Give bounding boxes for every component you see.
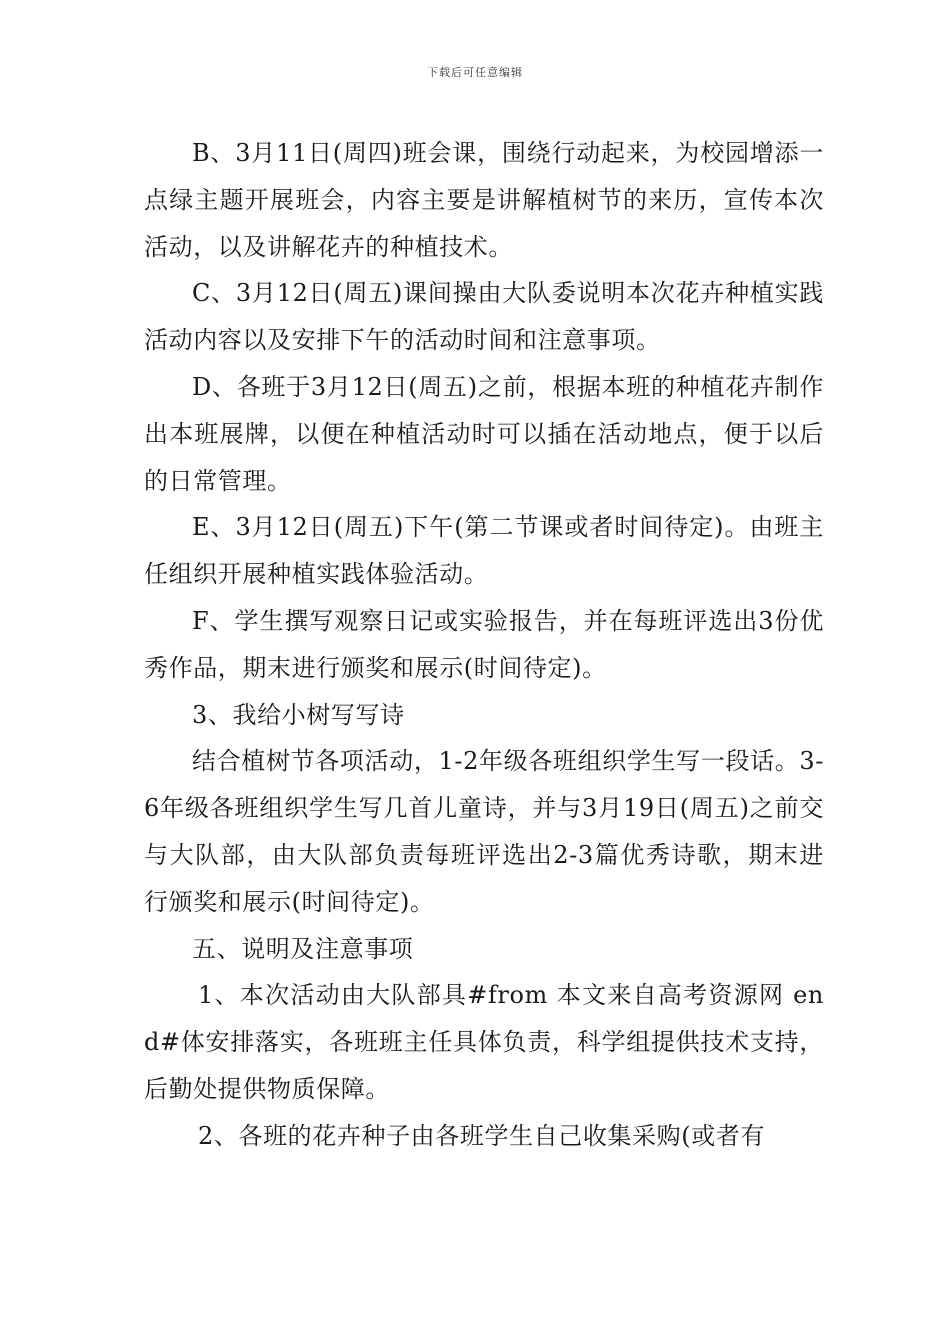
paragraph-note-1: 1、本次活动由大队部具#from 本文来自高考资源网 end#体安排落实，各班班主任具体负责，科学组提供技术支持，后勤处提供物质保障。	[144, 981, 824, 1103]
paragraph-b-class-meeting: B、3月11日(周四)班会课，围绕行动起来，为校园增添一点绿主题开展班会，内容主要是讲解植树节的来历，宣传本次活动，以及讲解花卉的种植技术。	[144, 139, 824, 261]
paragraph-note-2: 2、各班的花卉种子由各班学生自己收集采购(或者有	[198, 1121, 766, 1150]
paragraph-d-class-sign: D、各班于3月12日(周五)之前，根据本班的种植花卉制作出本班展牌，以便在种植活动时可以插在活动地点，便于以后的日常管理。	[144, 372, 824, 495]
paragraph-f-observation-diary: F、学生撰写观察日记或实验报告，并在每班评选出3份优秀作品，期末进行颁奖和展示(时间待定)。	[144, 606, 824, 682]
paragraph-poem-writing: 结合植树节各项活动，1-2年级各班组织学生写一段话。3-6年级各班组织学生写几首儿童诗，并与3月19日(周五)之前交与大队部，由大队部负责每班评选出2-3篇优秀诗歌，期末进行颁奖和展示(时间待定)。	[144, 747, 824, 916]
paragraph-e-planting-activity: E、3月12日(周五)下午(第二节课或者时间待定)。由班主任组织开展种植实践体验活动。	[144, 513, 824, 589]
section-heading-notes: 五、说明及注意事项	[192, 934, 414, 963]
section-heading-poems: 3、我给小树写写诗	[192, 700, 405, 729]
page-header: 下载后可任意编辑	[427, 66, 523, 79]
paragraph-c-morning-exercise: C、3月12日(周五)课间操由大队委说明本次花卉种植实践活动内容以及安排下午的活动时间和注意事项。	[144, 279, 824, 355]
document-body	[144, 130, 824, 1160]
